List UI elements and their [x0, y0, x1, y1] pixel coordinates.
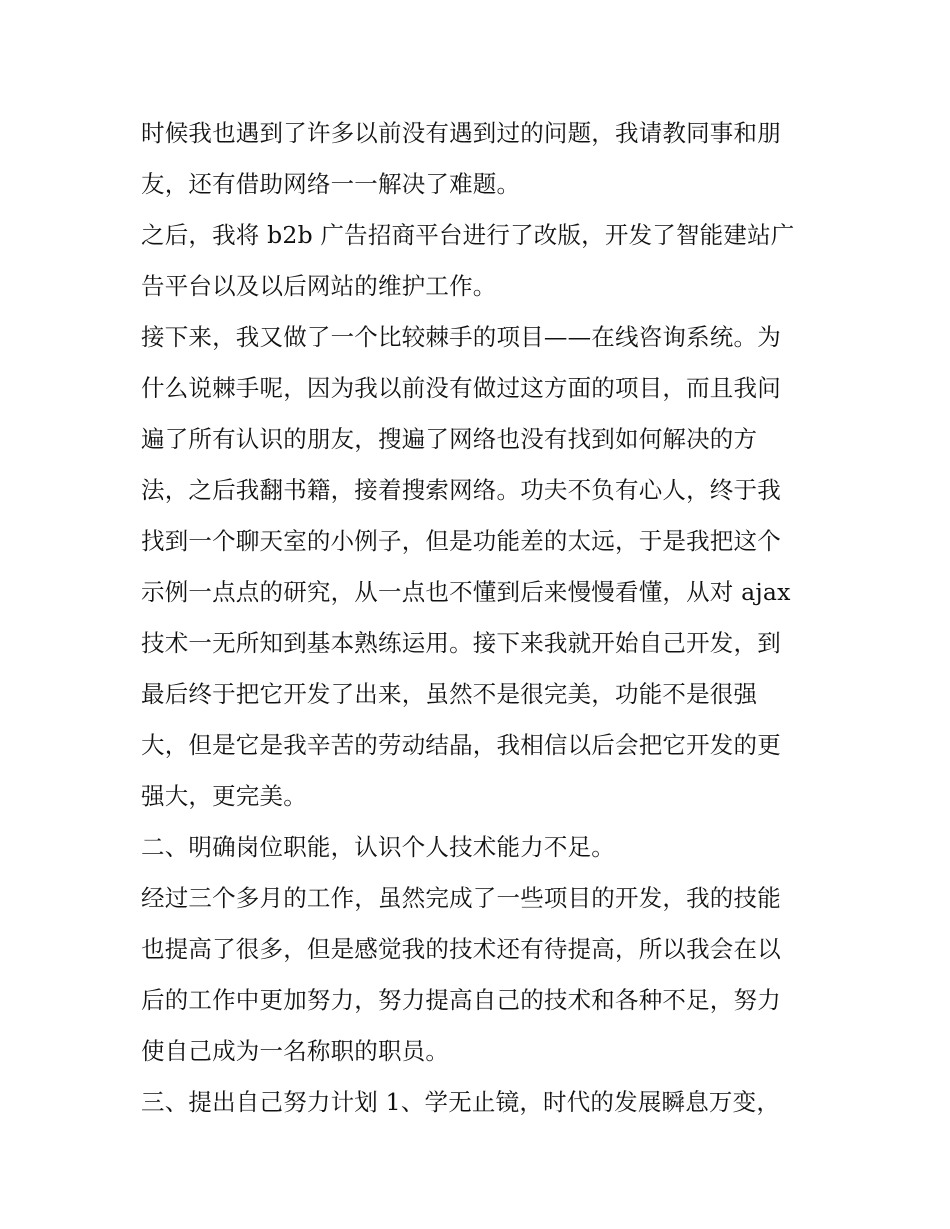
text-line: 也提高了很多，但是感觉我的技术还有待提高，所以我会在以 [141, 935, 781, 963]
text-line: 之后，我将 b2b 广告招商平台进行了改版，开发了智能建站广 [141, 221, 795, 249]
text-line: 强大，更完美。 [141, 782, 307, 810]
text-line: 接下来，我又做了一个比较棘手的项目——在线咨询系统。为 [141, 323, 781, 351]
text-line: 告平台以及以后网站的维护工作。 [141, 272, 497, 300]
section-heading-3: 三、提出自己努力计划 1、学无止镜，时代的发展瞬息万变， [141, 1088, 781, 1116]
text-line: 示例一点点的研究，从一点也不懂到后来慢慢看懂，从对 ajax [141, 578, 791, 606]
text-line: 使自己成为一名称职的职员。 [141, 1037, 450, 1065]
text-line: 后的工作中更加努力，努力提高自己的技术和各种不足，努力 [141, 986, 781, 1014]
document-body [141, 108, 821, 1128]
text-line: 法，之后我翻书籍，接着搜索网络。功夫不负有心人，终于我 [141, 476, 781, 504]
text-line: 大，但是它是我辛苦的劳动结晶，我相信以后会把它开发的更 [141, 731, 781, 759]
text-line: 遍了所有认识的朋友，搜遍了网络也没有找到如何解决的方 [141, 425, 758, 453]
text-line: 友，还有借助网络一一解决了难题。 [141, 170, 521, 198]
text-line: 经过三个多月的工作，虽然完成了一些项目的开发，我的技能 [141, 884, 781, 912]
text-line: 时候我也遇到了许多以前没有遇到过的问题，我请教同事和朋 [141, 119, 781, 147]
text-line: 找到一个聊天室的小例子，但是功能差的太远，于是我把这个 [141, 527, 781, 555]
text-line: 技术一无所知到基本熟练运用。接下来我就开始自己开发，到 [141, 629, 781, 657]
section-heading-2: 二、明确岗位职能，认识个人技术能力不足。 [141, 833, 615, 861]
text-line: 最后终于把它开发了出来，虽然不是很完美，功能不是很强 [141, 680, 758, 708]
text-line: 什么说棘手呢，因为我以前没有做过这方面的项目，而且我问 [141, 374, 781, 402]
